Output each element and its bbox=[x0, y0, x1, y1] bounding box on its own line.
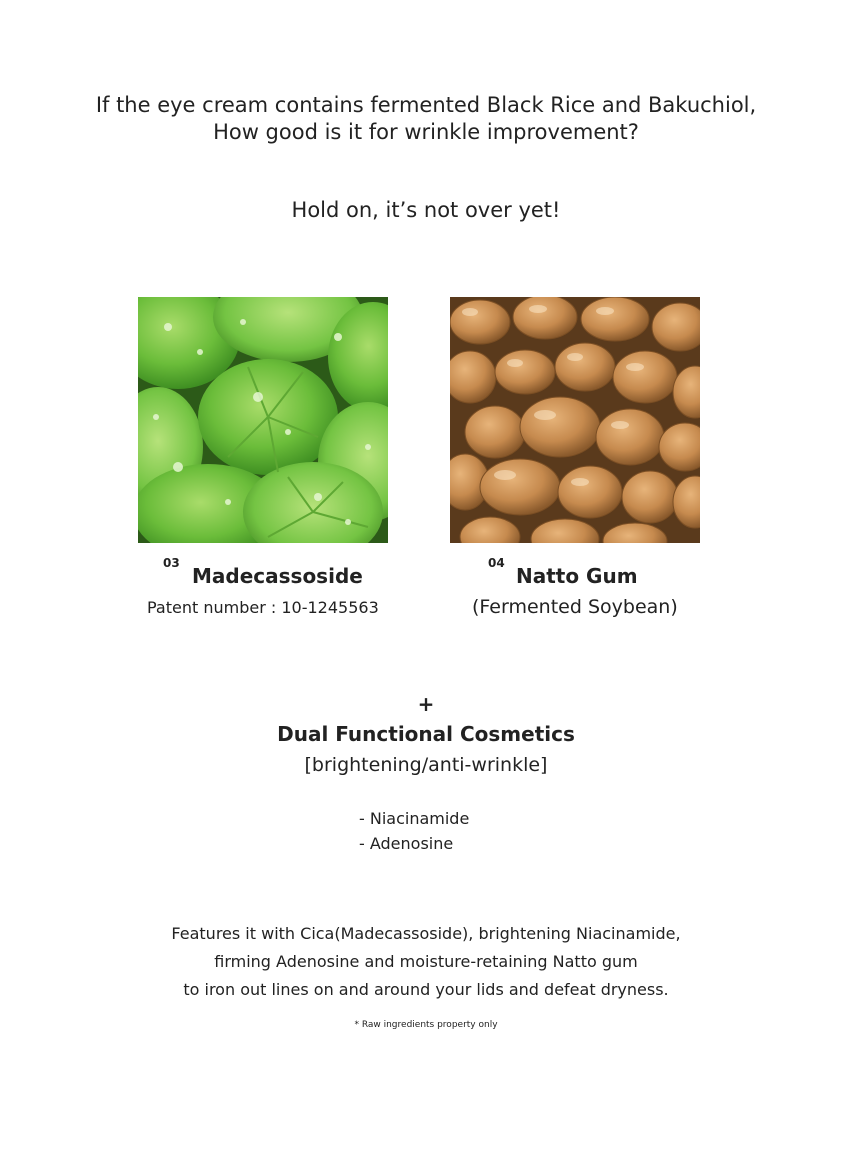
patent-number: Patent number : 10-1245563 bbox=[147, 598, 379, 617]
features-paragraph bbox=[0, 920, 852, 1004]
heading-line-2: How good is it for wrinkle improvement? bbox=[213, 120, 639, 144]
ingredient-number-03: 03 bbox=[163, 556, 180, 570]
natto-soybeans-photo bbox=[450, 297, 700, 543]
footnote: * Raw ingredients property only bbox=[354, 1020, 498, 1030]
ingredient-name-madecassoside: Madecassoside bbox=[192, 564, 363, 588]
natto-gum-description: (Fermented Soybean) bbox=[472, 596, 678, 618]
cica-leaves-photo bbox=[138, 297, 388, 543]
dual-functional-title: Dual Functional Cosmetics bbox=[277, 722, 575, 746]
plus-sign: + bbox=[417, 692, 435, 716]
features-line-3: to iron out lines on and around your lids and defeat dryness. bbox=[183, 980, 669, 999]
dual-functional-subtitle: [brightening/anti-wrinkle] bbox=[304, 754, 548, 776]
features-line-2: firming Adenosine and moisture-retaining Natto gum bbox=[214, 952, 638, 971]
dual-functional-list bbox=[359, 806, 469, 856]
heading bbox=[0, 92, 852, 146]
ingredient-name-natto-gum: Natto Gum bbox=[516, 564, 638, 588]
list-item: - Adenosine bbox=[359, 834, 454, 853]
list-item: - Niacinamide bbox=[359, 809, 470, 828]
heading-line-1: If the eye cream contains fermented Black Rice and Bakuchiol, bbox=[95, 93, 757, 117]
hold-on-text: Hold on, it’s not over yet! bbox=[291, 198, 561, 222]
ingredient-number-04: 04 bbox=[488, 556, 505, 570]
features-line-1: Features it with Cica(Madecassoside), brightening Niacinamide, bbox=[171, 924, 681, 943]
